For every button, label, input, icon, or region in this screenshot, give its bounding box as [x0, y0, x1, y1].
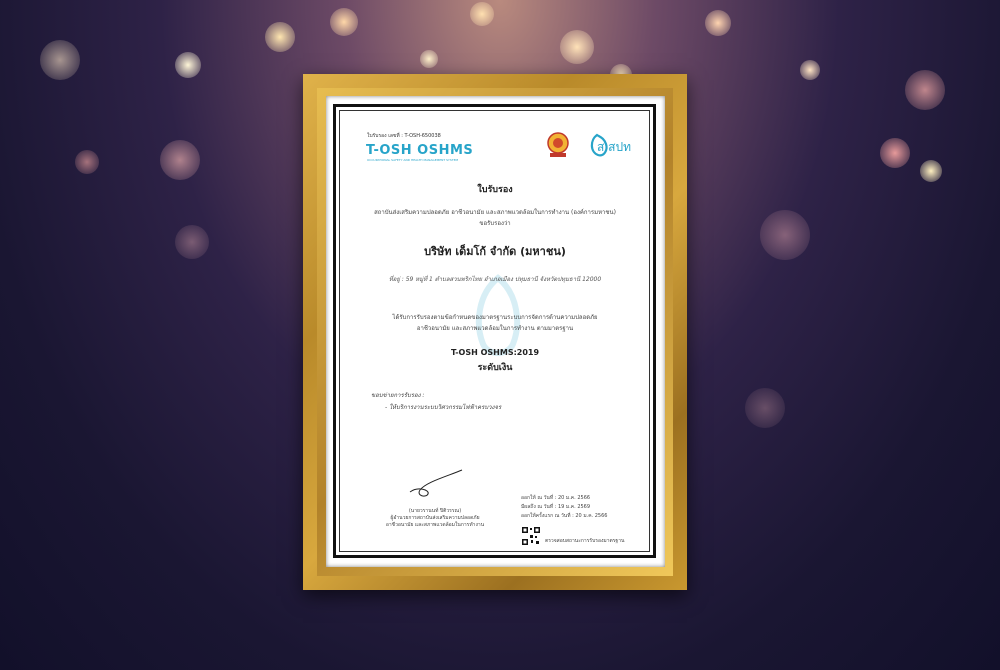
- director-signature: [400, 466, 470, 500]
- institute-name: สถาบันส่งเสริมความปลอดภัย อาชีวอนามัย และสภาพแวดล้อมในการทำงาน (องค์การมหาชน): [374, 209, 616, 216]
- scope-item: - ให้บริการงานระบบวิศวกรรมไฟฟ้าครบวงจร: [385, 404, 502, 411]
- tosh-brand-logo: [588, 132, 640, 158]
- expiry-date: มีผลถึง ณ วันที่ : 19 ม.ค. 2569: [521, 504, 591, 510]
- issued-date: ออกให้ ณ วันที่ : 20 ม.ค. 2566: [521, 495, 591, 501]
- signer-name: (นายวรานนท์ ปิติวรรณ): [408, 508, 462, 514]
- signer-title-line2: อาชีวอนามัย และสภาพแวดล้อมในการทำงาน: [385, 522, 485, 528]
- certificate: [345, 116, 645, 546]
- company-address: ที่อยู่ : 59 หมู่ที่ 1 ตำบลสวนพริกไทย อำเภอเมือง ปทุมธานี จังหวัดปทุมธานี 12000: [388, 276, 602, 283]
- certifies-text: ขอรับรองว่า: [479, 220, 511, 227]
- certification-text-line2: อาชีวอนามัย และสภาพแวดล้อมในการทำงาน ตามมาตรฐาน: [416, 325, 574, 332]
- verify-status-text: ตรวจสอบสถานะการรับรองมาตรฐาน: [545, 538, 625, 544]
- certificate-dates: [521, 494, 607, 521]
- oshms-logo: T-OSH OSHMS: [366, 143, 474, 158]
- scope-label: ขอบข่ายการรับรอง :: [371, 392, 425, 399]
- government-seal-icon: [546, 132, 570, 158]
- standard-name: T-OSH OSHMS:2019: [450, 348, 540, 357]
- certificate-title: ใบรับรอง: [477, 185, 513, 195]
- certificate-number: ใบรับรอง เลขที่ : T-OSH-650038: [367, 133, 441, 139]
- certification-level: ระดับเงิน: [477, 363, 513, 373]
- first-issued-date: ออกให้ครั้งแรก ณ วันที่ : 20 ม.ค. 2566: [521, 513, 608, 519]
- certification-text-line1: ได้รับการรับรองตามข้อกำหนดของมาตรฐานระบบการจัดการด้านความปลอดภัย: [392, 314, 598, 321]
- brand-name: ส.สปท: [597, 140, 631, 154]
- qr-code-icon: [521, 526, 541, 546]
- oshms-logo-subtitle: OCCUPATIONAL SAFETY AND HEALTH MANAGEMENT SYSTEM: [367, 158, 459, 162]
- signer-block: [365, 508, 505, 529]
- company-name: บริษัท เด็มโก้ จำกัด (มหาชน): [424, 245, 566, 258]
- signer-title-line1: ผู้อำนวยการสถาบันส่งเสริมความปลอดภัย: [390, 515, 480, 521]
